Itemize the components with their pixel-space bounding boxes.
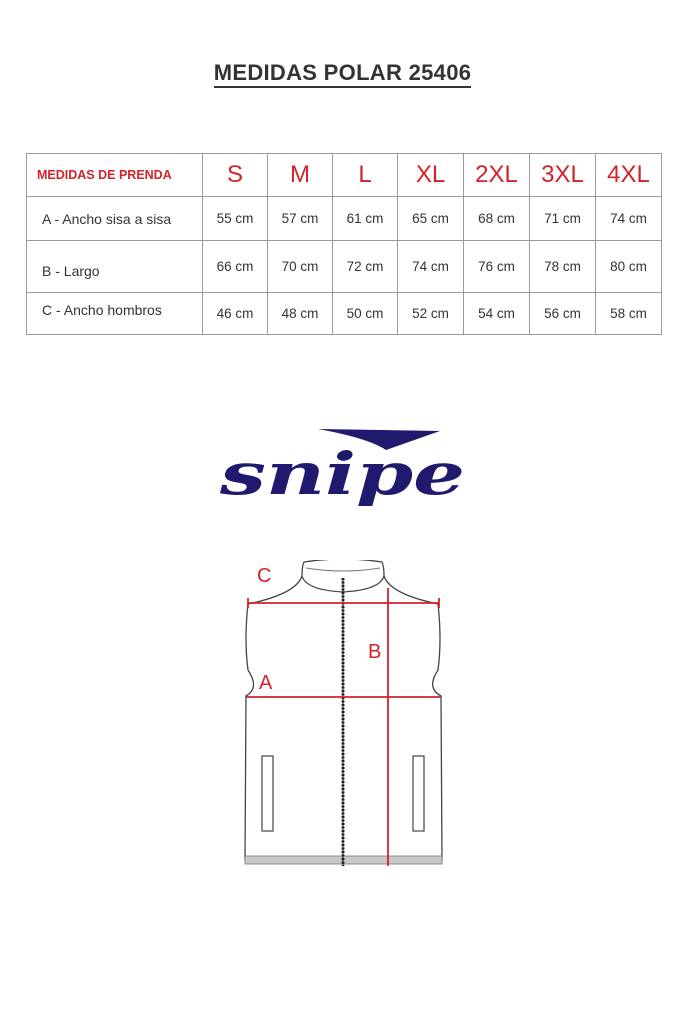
table-cell: 80 cm bbox=[596, 241, 662, 293]
page-title-text: MEDIDAS POLAR 25406 bbox=[214, 60, 472, 88]
row-label: C - Ancho hombros bbox=[27, 293, 203, 335]
table-cell: 58 cm bbox=[596, 293, 662, 335]
table-cell: 56 cm bbox=[530, 293, 596, 335]
size-chart-table bbox=[26, 153, 662, 335]
size-header: L bbox=[333, 154, 398, 197]
header-label: MEDIDAS DE PRENDA bbox=[27, 154, 203, 197]
table-cell: 46 cm bbox=[203, 293, 268, 335]
table-header-row bbox=[27, 154, 662, 197]
table-cell: 57 cm bbox=[268, 197, 333, 241]
table-cell: 48 cm bbox=[268, 293, 333, 335]
table-cell: 74 cm bbox=[398, 241, 464, 293]
table-row bbox=[27, 197, 662, 241]
table-row bbox=[27, 293, 662, 335]
table-cell: 55 cm bbox=[203, 197, 268, 241]
row-label: A - Ancho sisa a sisa bbox=[27, 197, 203, 241]
table-cell: 65 cm bbox=[398, 197, 464, 241]
size-header: M bbox=[268, 154, 333, 197]
page-title bbox=[0, 60, 685, 86]
table-cell: 72 cm bbox=[333, 241, 398, 293]
svg-text:snipe: snipe bbox=[218, 440, 465, 506]
vest-pocket-right bbox=[413, 756, 424, 831]
label-c: C bbox=[257, 565, 272, 587]
label-b: B bbox=[368, 641, 382, 663]
size-header: XL bbox=[398, 154, 464, 197]
size-header: 4XL bbox=[596, 154, 662, 197]
table-cell: 66 cm bbox=[203, 241, 268, 293]
table-cell: 61 cm bbox=[333, 197, 398, 241]
table-cell: 68 cm bbox=[464, 197, 530, 241]
vest-diagram bbox=[230, 560, 460, 880]
label-a: A bbox=[259, 672, 273, 694]
table-cell: 52 cm bbox=[398, 293, 464, 335]
table-cell: 78 cm bbox=[530, 241, 596, 293]
table-row bbox=[27, 241, 662, 293]
table-cell: 54 cm bbox=[464, 293, 530, 335]
row-label: B - Largo bbox=[27, 241, 203, 293]
size-header: S bbox=[203, 154, 268, 197]
table-cell: 50 cm bbox=[333, 293, 398, 335]
vest-pocket-left bbox=[262, 756, 273, 831]
size-header: 3XL bbox=[530, 154, 596, 197]
table-cell: 70 cm bbox=[268, 241, 333, 293]
table-cell: 74 cm bbox=[596, 197, 662, 241]
table-cell: 76 cm bbox=[464, 241, 530, 293]
size-header: 2XL bbox=[464, 154, 530, 197]
snipe-logo bbox=[218, 426, 468, 506]
table-cell: 71 cm bbox=[530, 197, 596, 241]
